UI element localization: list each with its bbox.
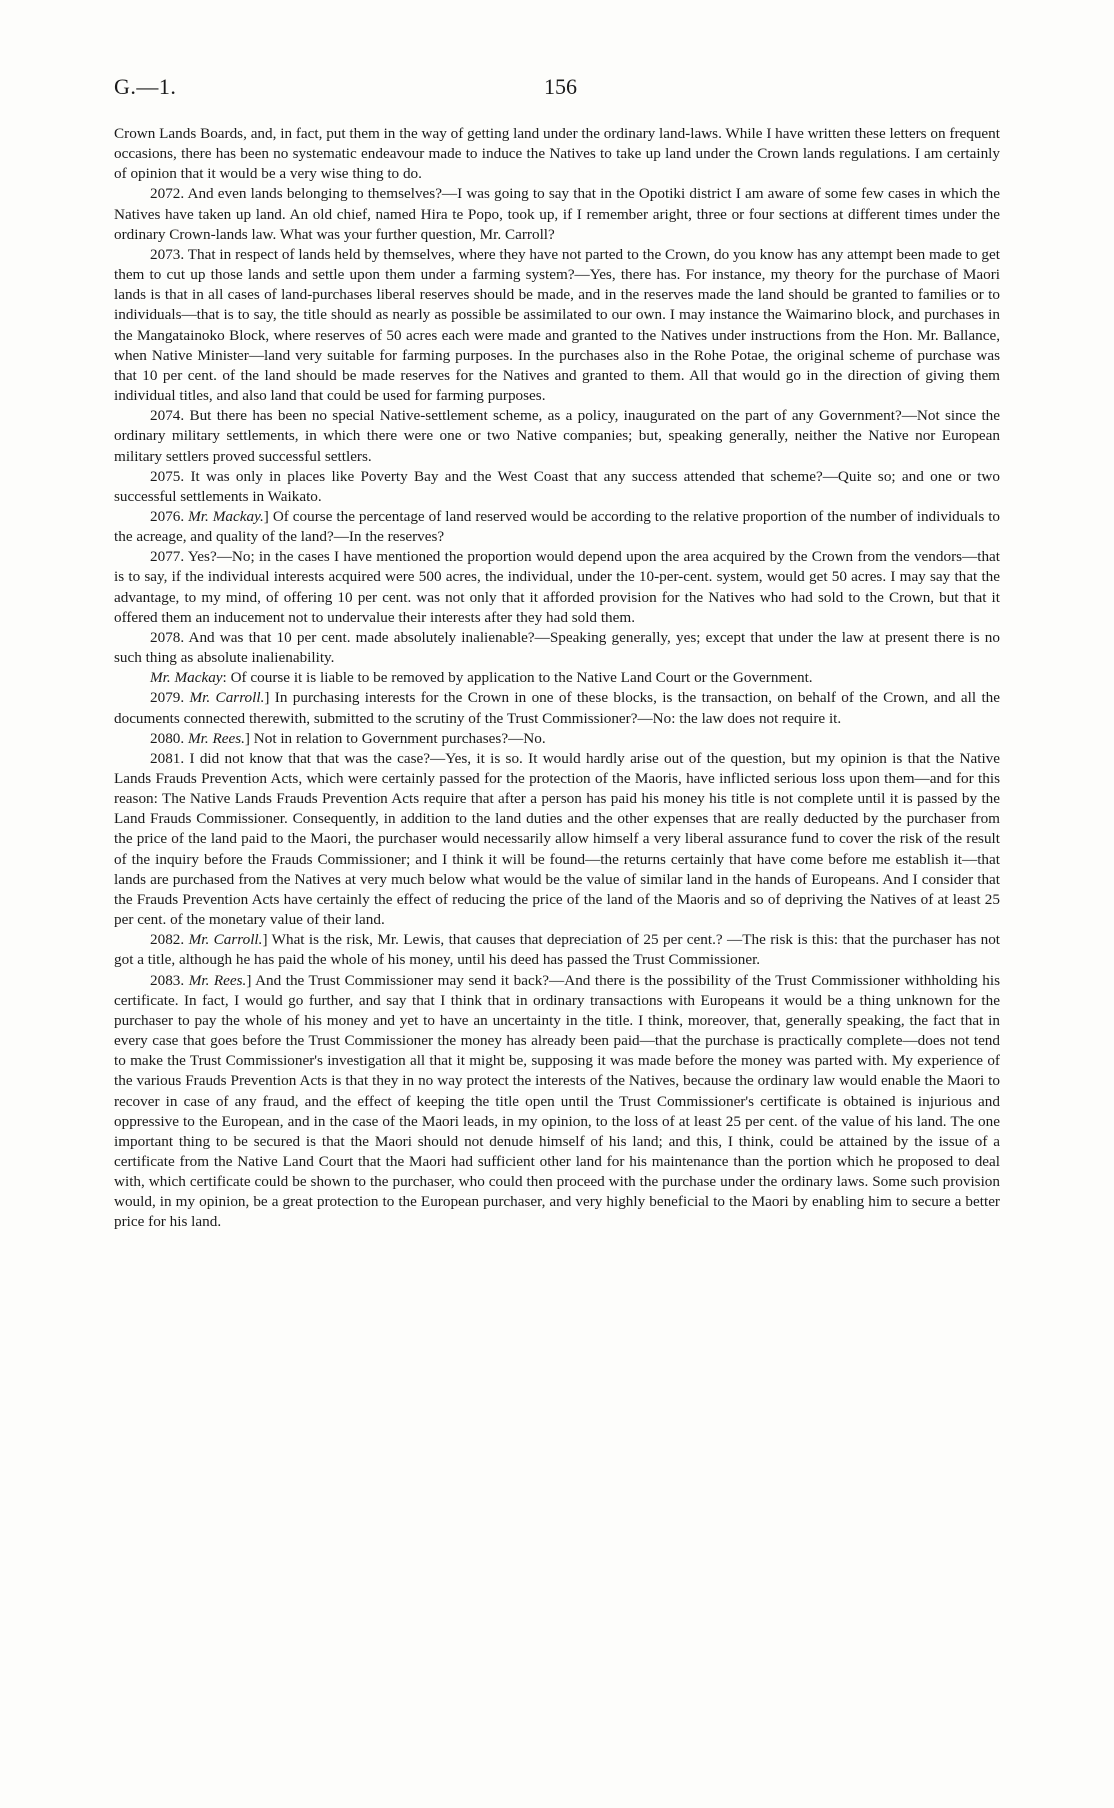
page-number: 156 (544, 74, 577, 99)
paragraph: 2080. Mr. Rees.] Not in relation to Government purchases?—No. (150, 729, 546, 747)
page-header (114, 74, 1014, 106)
paragraph: 2076. Mr. Mackay.] Of course the percentage of land reserved would be according to the relative proportion of the number of individuals to the acreage, and quality of the land?—In the reserves? (114, 507, 1001, 546)
speaker-name: Mr. Mackay. (188, 507, 264, 525)
paragraph: 2074. But there has been no special Native-settlement scheme, as a policy, inaugurated on the part of any Government?—Not since the ordinary military settlements, in which there were one or two Native companies; but, speaking generally, neither the Native nor European military settlers proved successful settlers. (114, 407, 1000, 465)
speaker-name: Mr. Carroll. (189, 689, 265, 707)
paragraph: Mr. Mackay: Of course it is liable to be removed by application to the Native Land Court or the Government. (150, 669, 813, 687)
speaker-name: Mr. Mackay (150, 669, 223, 687)
paragraph: 2082. Mr. Carroll.] What is the risk, Mr. Lewis, that causes that depreciation of 25 per cent.? —The risk is this: that the purchaser has not got a title, although he has paid the whole of his money, until his deed has passed the Trust Commissioner. (114, 931, 1001, 969)
paragraph: 2079. Mr. Carroll.] In purchasing interests for the Crown in one of these blocks, is the transaction, on behalf of the Crown, and all the documents connected therewith, submitted to the scrutiny of the Trust Commissioner?—No: the law does not require it. (114, 689, 1001, 727)
paragraph: 2078. And was that 10 per cent. made absolutely inalienable?—Speaking generally, yes; except that under the law at present there is no such thing as absolute inalienability. (114, 628, 1000, 667)
paragraph: 2073. That in respect of lands held by themselves, where they have not parted to the Crown, do you know has any attempt been made to get them to cut up those lands and settle upon them under a farming system?—Yes, there has. For instance, my theory for the purchase of Maori lands is that in all cases of land-purchases liberal reserves should be made, and in the reserves made the land should be granted to families or to individuals—that is to say, the title should as nearly as possible be assimilated to our own. I may instance the Waimarino block, and purchases in the Mangatainoko Block, where reserves of 50 acres each were made and granted to the Natives under instructions from the Hon. Mr. Ballance, when Native Minister—land very suitable for farming purposes. In the purchases also in the Rohe Potae, the original scheme of purchase was that 10 per cent. of the land should be made reserves for the Natives and granted to them. All that would go in the direction of giving them individual titles, and also land that could be used for farming purposes. (114, 245, 1000, 405)
paragraph: 2075. It was only in places like Poverty Bay and the West Coast that any success attended that scheme?—Quite so; and one or two successful settlements in Waikato. (114, 467, 1000, 505)
paragraph: 2077. Yes?—No; in the cases I have mentioned the proportion would depend upon the area acquired by the Crown from the vendors—that is to say, if the individual interests acquired were 500 acres, the individual, under the 10-per-cent. system, would get 50 acres. I may say that the advantage, to my mind, of offering 10 per cent. was not only that it afforded provision for the Natives who had sold to the Crown, but that it offered them an inducement not to undervalue their interests after they had sold them. (114, 548, 1000, 626)
paragraph: 2081. I did not know that that was the case?—Yes, it is so. It would hardly arise out of the question, but my opinion is that the Native Lands Frauds Prevention Acts, which were certainly passed for the protection of the Maoris, have inflicted serious loss upon them—and for this reason: The Native Lands Frauds Prevention Acts require that after a person has paid his money his title is not complete until it is passed by the Land Frauds Commissioner. Consequently, in addition to the land duties and the other expenses that are really deducted by the purchaser from the price of the land paid to the Maori, the purchaser would necessarily allow himself a very liberal assurance fund to cover the risk of the result of the inquiry before the Frauds Commissioner; and I think it will be found—the returns certainly that have come before me establish it—that lands are purchased from the Natives at very much below what would be the value of similar land in the hands of Europeans. And I consider that the Frauds Prevention Acts have certainly the effect of reducing the price of the land of the Maoris and so of depriving the Natives of at least 25 per cent. of the monetary value of their land. (114, 749, 1000, 929)
paragraph: 2083. Mr. Rees.] And the Trust Commissioner may send it back?—And there is the possibility of the Trust Commissioner withholding his certificate. In fact, I would go further, and say that I think that in ordinary transactions with Europeans it would be a thing unknown for the purchaser to pay the whole of his money and yet to have an uncertainty in the title. I think, moreover, that, generally speaking, the fact that in every case that goes before the Trust Commissioner the money has already been paid—that the purchase is practically complete—does not tend to make the Trust Commissioner's investigation all that it might be, supposing it was made before the money was parted with. My experience of the various Frauds Prevention Acts is that they in no way protect the interests of the Natives, because the ordinary law would enable the Maori to recover in case of any fraud, and the effect of keeping the title open until the Trust Commissioner's certificate is obtained is injurious and oppressive to the European, and in the case of the Maori leads, in my opinion, to the loss of at least 25 per cent. of the value of his land. The one important thing to be secured is that the Maori should not denude himself of his land; and this, I think, could be attained by the issue of a certificate from the Native Land Court that the Maori had sufficient other land for his maintenance than the portion which he proposed to deal with, which certificate could be shown to the purchaser, who could then proceed with the purchase under the ordinary laws. Some such provision would, in my opinion, be a great protection to the European purchaser, and very highly beneficial to the Maori by enabling him to secure a better price for his land. (114, 971, 1001, 1231)
speaker-name: Mr. Rees. (187, 729, 245, 747)
paragraph: 2072. And even lands belonging to themselves?—I was going to say that in the Opotiki district I am aware of some few cases in which the Natives have taken up land. An old chief, named Hira te Popo, took up, if I remember aright, three or four sections at different times under the ordinary Crown-lands law. What was your further question, Mr. Carroll? (114, 185, 1000, 243)
paragraph: Crown Lands Boards, and, in fact, put them in the way of getting land under the ordinary land-laws. While I have written these letters on frequent occasions, there has been no systematic endeavour made to induce the Natives to take up land under the Crown lands regulations. I am certainly of opinion that it would be a very wise thing to do. (114, 125, 1000, 183)
document-body (114, 124, 1000, 1233)
speaker-name: Mr. Carroll. (188, 931, 263, 949)
speaker-name: Mr. Rees. (188, 971, 247, 989)
document-reference: G.—1. (114, 74, 177, 99)
